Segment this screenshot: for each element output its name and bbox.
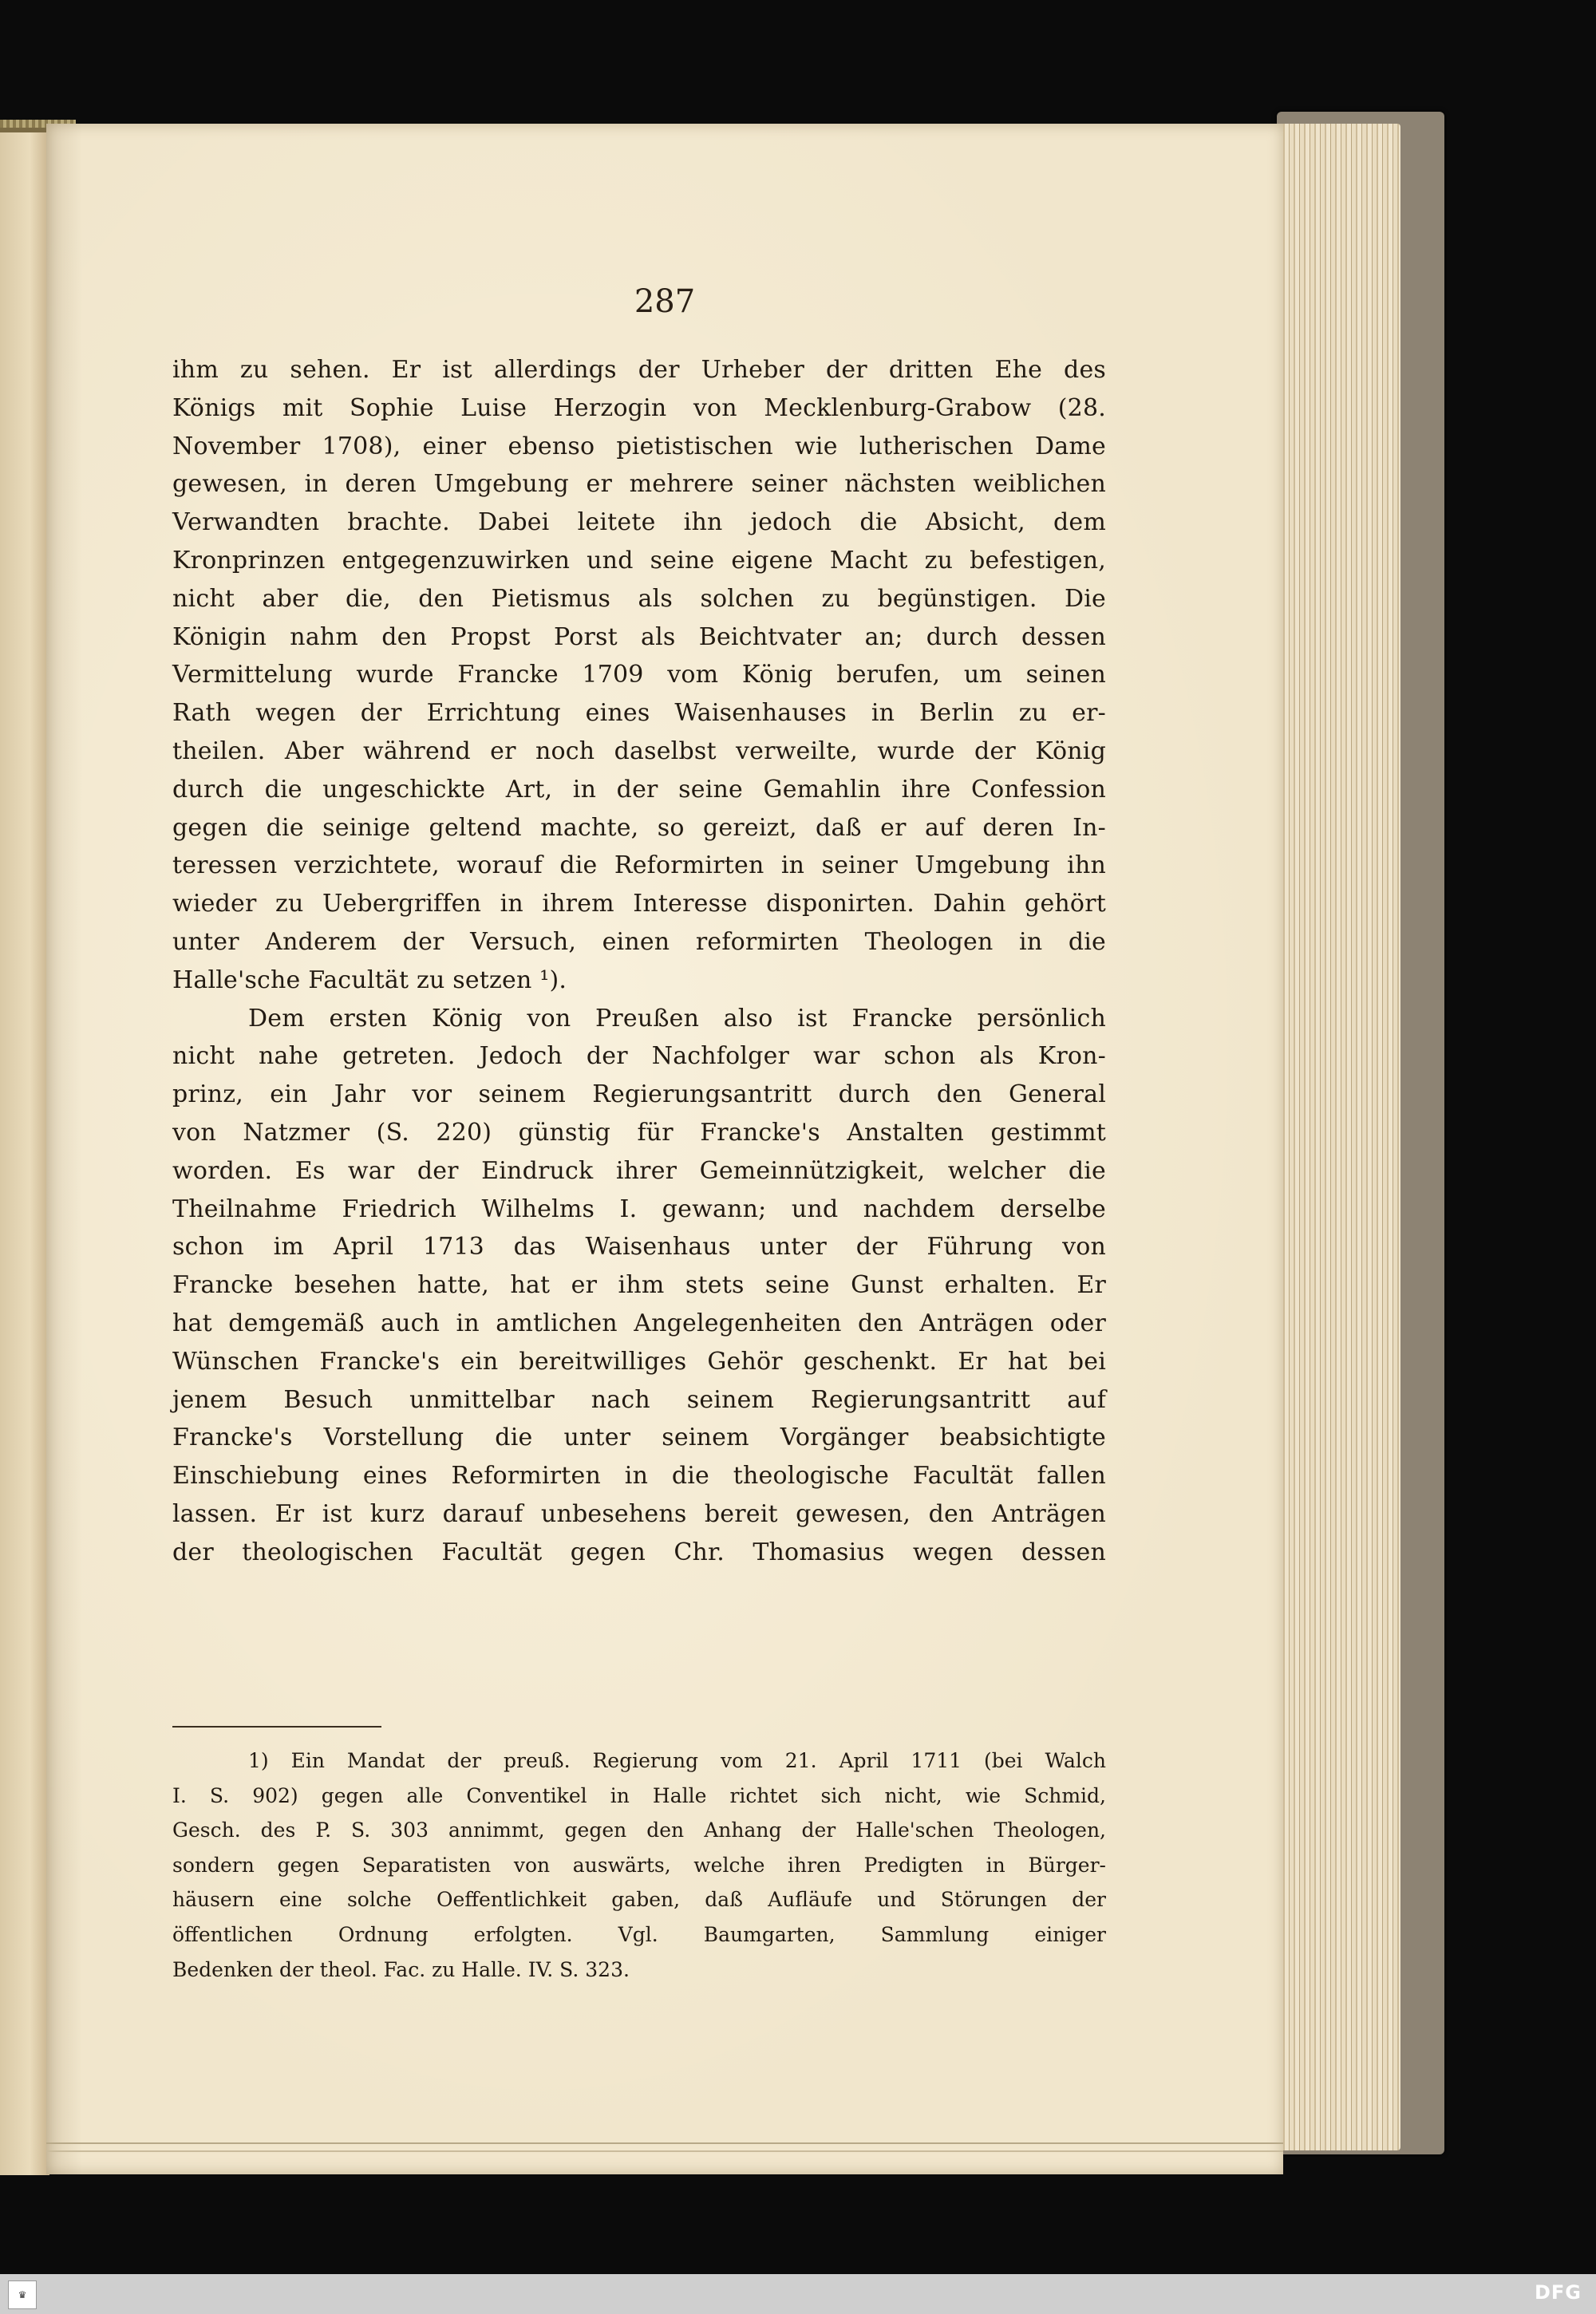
- footnote-line: I. S. 902) gegen alle Conventikel in Halle richtet sich nicht, wie Schmid,: [172, 1783, 1106, 1807]
- footnote-line: öffentlichen Ordnung erfolgten. Vgl. Baumgarten, Sammlung einiger: [172, 1922, 1106, 1946]
- body-line: gewesen, in deren Umgebung er mehrere seiner nächsten weiblichen: [172, 470, 1106, 499]
- body-line: Theilnahme Friedrich Wilhelms I. gewann; und nachdem derselbe: [172, 1195, 1106, 1223]
- page-number: 287: [634, 283, 696, 320]
- body-line: Wünschen Francke's ein bereitwilliges Gehör geschenkt. Er hat bei: [172, 1347, 1106, 1376]
- page-block-edges: [1269, 124, 1400, 2150]
- left-facing-page-edge: [0, 128, 49, 2175]
- body-text: [172, 351, 1106, 1572]
- body-line: Königin nahm den Propst Porst als Beichtvater an; durch dessen: [172, 622, 1106, 651]
- body-line: teressen verzichtete, worauf die Reformirten in seiner Umgebung ihn: [172, 851, 1106, 880]
- body-line: November 1708), einer ebenso pietistischen wie lutherischen Dame: [172, 432, 1106, 460]
- body-line: Halle'sche Facultät zu setzen ¹).: [172, 965, 567, 994]
- body-line: unter Anderem der Versuch, einen reformirten Theologen in die: [172, 927, 1106, 956]
- body-line: von Natzmer (S. 220) günstig für Francke's Anstalten gestimmt: [172, 1118, 1106, 1147]
- body-line: lassen. Er ist kurz darauf unbesehens bereit gewesen, den Anträgen: [172, 1499, 1106, 1528]
- body-line: hat demgemäß auch in amtlichen Angelegenheiten den Anträgen oder: [172, 1309, 1106, 1337]
- page-bottom-rule: [46, 2142, 1283, 2144]
- body-line: Königs mit Sophie Luise Herzogin von Mecklenburg-Grabow (28.: [172, 393, 1106, 422]
- body-line: nicht nahe getreten. Jedoch der Nachfolger war schon als Kron-: [172, 1042, 1106, 1071]
- footnote-line: Gesch. des P. S. 303 annimmt, gegen den Anhang der Halle'schen Theologen,: [172, 1818, 1106, 1842]
- footnote-line: 1) Ein Mandat der preuß. Regierung vom 21. April 1711 (bei Walch: [248, 1749, 1106, 1772]
- footnote-line: Bedenken der theol. Fac. zu Halle. IV. S. 323.: [172, 1957, 630, 1981]
- body-line: Dem ersten König von Preußen also ist Francke persönlich: [248, 1004, 1106, 1033]
- page-bottom-rule: [46, 2150, 1283, 2152]
- footnote-divider: [172, 1726, 381, 1728]
- body-line: Kronprinzen entgegenzuwirken und seine eigene Macht zu befestigen,: [172, 546, 1106, 575]
- library-logo-icon[interactable]: ♛: [8, 2280, 37, 2309]
- body-line: gegen die seinige geltend machte, so gereizt, daß er auf deren In-: [172, 813, 1106, 842]
- body-line: jenem Besuch unmittelbar nach seinem Regierungsantritt auf: [172, 1385, 1106, 1414]
- dfg-watermark: DFG: [1534, 2281, 1582, 2304]
- book-page: [46, 124, 1283, 2174]
- body-line: nicht aber die, den Pietismus als solchen zu begünstigen. Die: [172, 584, 1106, 613]
- body-line: theilen. Aber während er noch daselbst verweilte, wurde der König: [172, 736, 1106, 765]
- footnote-line: häusern eine solche Oeffentlichkeit gaben, daß Aufläufe und Störungen der: [172, 1888, 1106, 1912]
- viewer-bottom-bar: [0, 2274, 1596, 2314]
- body-line: Einschiebung eines Reformirten in die theologische Facultät fallen: [172, 1462, 1106, 1491]
- body-line: prinz, ein Jahr vor seinem Regierungsantritt durch den General: [172, 1080, 1106, 1109]
- footnotes: [172, 1743, 1106, 1987]
- body-line: der theologischen Facultät gegen Chr. Thomasius wegen dessen: [172, 1538, 1106, 1566]
- body-line: schon im April 1713 das Waisenhaus unter der Führung von: [172, 1233, 1106, 1262]
- body-line: Francke's Vorstellung die unter seinem Vorgänger beabsichtigte: [172, 1424, 1106, 1452]
- body-line: worden. Es war der Eindruck ihrer Gemeinnützigkeit, welcher die: [172, 1156, 1106, 1185]
- body-line: wieder zu Uebergriffen in ihrem Interesse disponirten. Dahin gehört: [172, 890, 1106, 918]
- body-line: Vermittelung wurde Francke 1709 vom König berufen, um seinen: [172, 661, 1106, 689]
- body-line: ihm zu sehen. Er ist allerdings der Urheber der dritten Ehe des: [172, 356, 1106, 384]
- body-line: Verwandten brachte. Dabei leitete ihn jedoch die Absicht, dem: [172, 508, 1106, 537]
- body-line: Rath wegen der Errichtung eines Waisenhauses in Berlin zu er-: [172, 699, 1106, 728]
- body-line: durch die ungeschickte Art, in der seine Gemahlin ihre Confession: [172, 775, 1106, 804]
- footnote-line: sondern gegen Separatisten von auswärts, welche ihren Predigten in Bürger-: [172, 1853, 1106, 1877]
- body-line: Francke besehen hatte, hat er ihm stets seine Gunst erhalten. Er: [172, 1271, 1106, 1300]
